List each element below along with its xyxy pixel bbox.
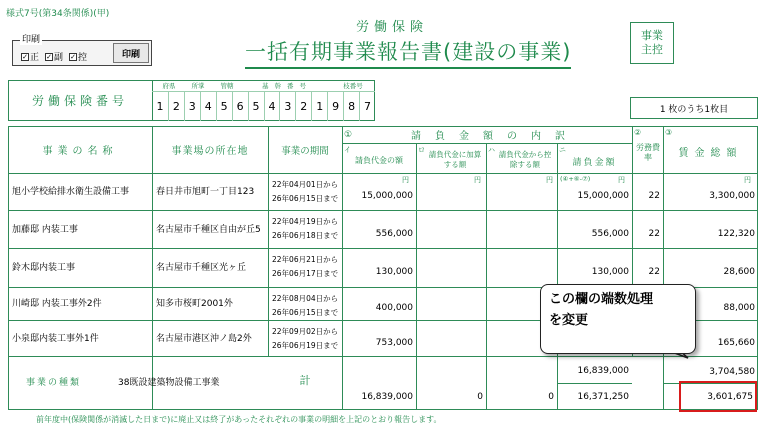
row-business-name[interactable]: 小泉邸内装工事外1件	[12, 333, 99, 344]
row-contract-amount[interactable]: 130,000	[375, 267, 413, 277]
row-period-start[interactable]: 22年04月19日から	[272, 217, 339, 226]
owner-label-1: 事業	[641, 29, 663, 42]
subhead-prefecture: 府県	[162, 82, 176, 90]
row-period-start[interactable]: 22年08月04日から	[272, 294, 339, 303]
row-location[interactable]: 名古屋市港区沖ノ島2外	[156, 333, 252, 344]
row-additions[interactable]	[416, 321, 486, 356]
row-period-start[interactable]: 22年09月02日から	[272, 327, 339, 336]
subhead-branch-number: 枝番号	[343, 82, 363, 90]
insurance-digit: 9	[327, 91, 343, 121]
unit-yen-label: 円	[474, 176, 481, 184]
circled-2: ②	[634, 127, 642, 137]
row-contract-amount[interactable]: 753,000	[375, 337, 413, 348]
row-period-end[interactable]: 26年06月17日まで	[272, 269, 339, 278]
checkbox-original[interactable]: ✓	[22, 52, 28, 61]
unit-yen-label: 円	[546, 176, 553, 184]
footer-note: 前年度中(保険関係が消滅した日まで)に廃止又は終了があったそれぞれの事業の明細を上記のとおり報告します。	[36, 415, 442, 424]
circled-1: ①	[344, 129, 353, 140]
unit-yen-label: 円	[402, 176, 409, 184]
row-business-name[interactable]: 加藤邸 内装工事	[12, 224, 78, 235]
row-labor-rate[interactable]: 22	[648, 191, 660, 201]
document-title: 一括有期事業報告書(建設の事業)	[245, 36, 571, 69]
row-additions[interactable]	[416, 249, 486, 287]
annotation-callout	[540, 284, 696, 354]
col-header-period: 事業の期間	[281, 145, 329, 157]
business-type-label: 事業の種類	[26, 377, 82, 388]
insurance-digit: 4	[264, 91, 280, 121]
insurance-digit: 8	[343, 91, 359, 121]
col-header-contract-total: 請負金額	[572, 157, 617, 168]
row-period-end[interactable]: 26年06月18日まで	[272, 231, 339, 240]
total-deductions: 0	[548, 392, 554, 402]
unit-yen-label: 円	[744, 176, 751, 184]
row-wages[interactable]: 3,300,000	[709, 191, 755, 201]
subhead-base-number: 基幹番号	[262, 82, 312, 90]
form-number: 様式7号(第34条関係)(甲)	[6, 9, 110, 19]
print-option-original[interactable]	[21, 50, 39, 63]
subhead-office: 管轄	[220, 82, 234, 90]
unit-yen-label: 円	[618, 176, 625, 184]
row-labor-rate[interactable]: 22	[648, 228, 660, 239]
row-contract-amount[interactable]: 15,000,000	[361, 191, 413, 201]
circled-b: ロ	[418, 145, 425, 154]
total-contract-amount: 16,839,000	[361, 392, 413, 402]
print-panel-legend: 印刷	[20, 32, 42, 45]
insurance-digit: 1	[311, 91, 327, 121]
row-deductions[interactable]	[486, 211, 557, 248]
insurance-digit: 5	[216, 91, 232, 121]
circled-c: ハ	[488, 145, 495, 154]
insurance-digit: 4	[200, 91, 216, 121]
row-location[interactable]: 春日井市旭町一丁目123	[156, 187, 255, 197]
insurance-number-label: 労働保険番号	[31, 94, 128, 108]
row-labor-rate[interactable]: 22	[648, 267, 660, 277]
row-contract-amount[interactable]: 400,000	[375, 303, 413, 313]
print-option-label: 副	[54, 53, 64, 63]
print-option-label: 控	[78, 53, 88, 63]
total-label: 計	[299, 374, 311, 387]
total-wages-rounded: 3,601,675	[707, 392, 753, 402]
col-header-contract-amount: 請負代金の額	[355, 155, 403, 165]
circled-a: イ	[344, 145, 351, 154]
print-option-label: 正	[30, 53, 40, 63]
insurance-digit: 2	[295, 91, 311, 121]
insurance-digit: 5	[248, 91, 264, 121]
col-d-formula: (④+⑥-⑦)	[560, 175, 591, 183]
row-business-name[interactable]: 川崎邸 内装工事外2件	[12, 299, 102, 309]
checkbox-stub[interactable]: ✓	[70, 52, 76, 61]
insurance-digit: 7	[359, 91, 375, 121]
subhead-jurisdiction: 所掌	[191, 82, 205, 90]
row-location[interactable]: 名古屋市千種区光ヶ丘	[156, 263, 247, 273]
row-contract-total[interactable]: 130,000	[591, 267, 629, 277]
print-option-stub[interactable]	[69, 50, 87, 63]
business-type-value: 38既設建築物設備工事業	[118, 377, 220, 388]
row-period-end[interactable]: 26年06月15日まで	[272, 194, 339, 203]
row-deductions[interactable]	[486, 249, 557, 287]
header-subtitle: 労働保険	[356, 20, 429, 35]
col-header-deductions: 請負代金から控除する額	[498, 150, 552, 169]
row-business-name[interactable]: 旭小学校給排水衛生設備工事	[12, 187, 130, 197]
circled-d: ニ	[559, 145, 566, 154]
row-period-end[interactable]: 26年06月19日まで	[272, 341, 339, 350]
row-wages[interactable]: 122,320	[717, 228, 755, 239]
checkbox-copy[interactable]: ✓	[46, 52, 52, 61]
col-header-labor-rate: 労務費率	[636, 143, 660, 162]
row-contract-total[interactable]: 15,000,000	[577, 191, 629, 201]
print-option-copy[interactable]	[45, 50, 63, 63]
row-contract-total[interactable]: 556,000	[591, 228, 629, 239]
highlight-box	[679, 381, 757, 412]
total-wages: 3,704,580	[709, 367, 755, 377]
owner-label-2: 主控	[641, 43, 663, 56]
insurance-digit: 3	[279, 91, 295, 121]
row-wages[interactable]: 28,600	[723, 267, 755, 277]
total-contract-sum: 16,839,000	[577, 366, 629, 376]
row-wages[interactable]: 165,660	[717, 337, 755, 348]
col-header-additions: 請負代金に加算する額	[428, 150, 482, 169]
total-additions: 0	[477, 392, 483, 402]
print-button[interactable]: 印刷	[113, 43, 149, 63]
callout-line-1: この欄の端数処理	[549, 292, 654, 307]
col-header-contract-group: 請負金額の内訳	[411, 131, 579, 142]
row-additions[interactable]	[416, 288, 486, 320]
circled-3: ③	[665, 127, 673, 137]
row-business-name[interactable]: 鈴木邸内装工事	[12, 263, 76, 273]
row-period-start[interactable]: 22年04月01日から	[272, 180, 339, 189]
col-header-location: 事業場の所在地	[171, 146, 249, 157]
insurance-digits	[152, 91, 375, 121]
row-location[interactable]: 知多市桜町2001外	[156, 299, 233, 309]
insurance-digit: 1	[156, 99, 164, 113]
insurance-digit: 6	[232, 91, 248, 121]
insurance-digit: 3	[184, 91, 200, 121]
row-wages[interactable]: 88,000	[723, 303, 755, 313]
row-contract-amount[interactable]: 556,000	[375, 228, 413, 239]
col-header-name: 事業の名称	[42, 146, 118, 157]
row-period-end[interactable]: 26年06月15日まで	[272, 308, 339, 317]
col-header-wages: 賃金総額	[678, 147, 743, 159]
row-additions[interactable]	[416, 211, 486, 248]
sheet-count: 1 枚のうち1枚目	[630, 97, 758, 119]
row-location[interactable]: 名古屋市千種区自由が丘5	[156, 224, 261, 235]
row-period-start[interactable]: 22年06月21日から	[272, 255, 339, 264]
insurance-digit: 2	[168, 91, 184, 121]
total-contract-sum-rounded: 16,371,250	[577, 392, 629, 402]
callout-line-2: を変更	[549, 313, 589, 328]
owner-copy-box	[630, 22, 674, 64]
